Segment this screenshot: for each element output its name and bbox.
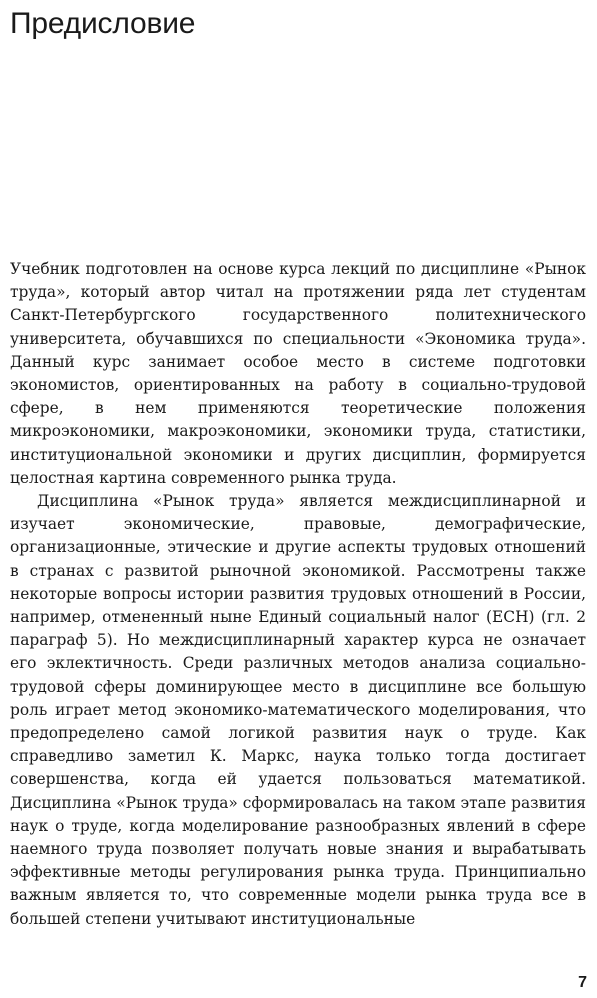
page-number: 7 xyxy=(578,974,587,991)
paragraph-1: Учебник подготовлен на основе курса лекций по дисциплине «Рынок труда», который автор читал на протяжении ряда лет студентам Санкт-Петербургского государственного политехнического университета, обучавшихся по специальности «Экономика труда». Данный курс занимает особое место в системе подготовки экономистов, ориентированных на работу в социально-трудовой сфере, в нем применяются теоретические положения микроэкономики, макроэкономики, экономики труда, статистики, институциональной экономики и других дисциплин, формируется целостная картина современного рынка труда. xyxy=(10,260,586,487)
paragraph-2: Дисциплина «Рынок труда» является междисциплинарной и изучает экономические, правовые, демографические, организационные, этические и другие аспекты трудовых отношений в странах с развитой рыночной экономикой. Рассмотрены также некоторые вопросы истории развития трудовых отношений в России, например, отмененный ныне Единый социальный налог (ЕСН) (гл. 2 параграф 5). Но междисциплинарный характер курса не означает его эклектичность. Среди различных методов анализа социально-трудовой сферы доминирующее место в дисциплине все большую роль играет метод экономико-математического моделирования, что предопределено самой логикой развития наук о труде. Как справедливо заметил К. Маркс, наука только тогда достигает совершенства, когда ей удается пользоваться математикой. Дисциплина «Рынок труда» сформировалась на таком этапе развития наук о труде, когда моделирование разнообразных явлений в сфере наемного труда позволяет получать новые знания и вырабатывать эффективные методы регулирования рынка труда. Принципиально важным является то, что современные модели рынка труда все в большей степени учитывают институциональные xyxy=(10,492,586,928)
page-title: Предисловие xyxy=(10,7,196,40)
body-text xyxy=(10,258,586,931)
